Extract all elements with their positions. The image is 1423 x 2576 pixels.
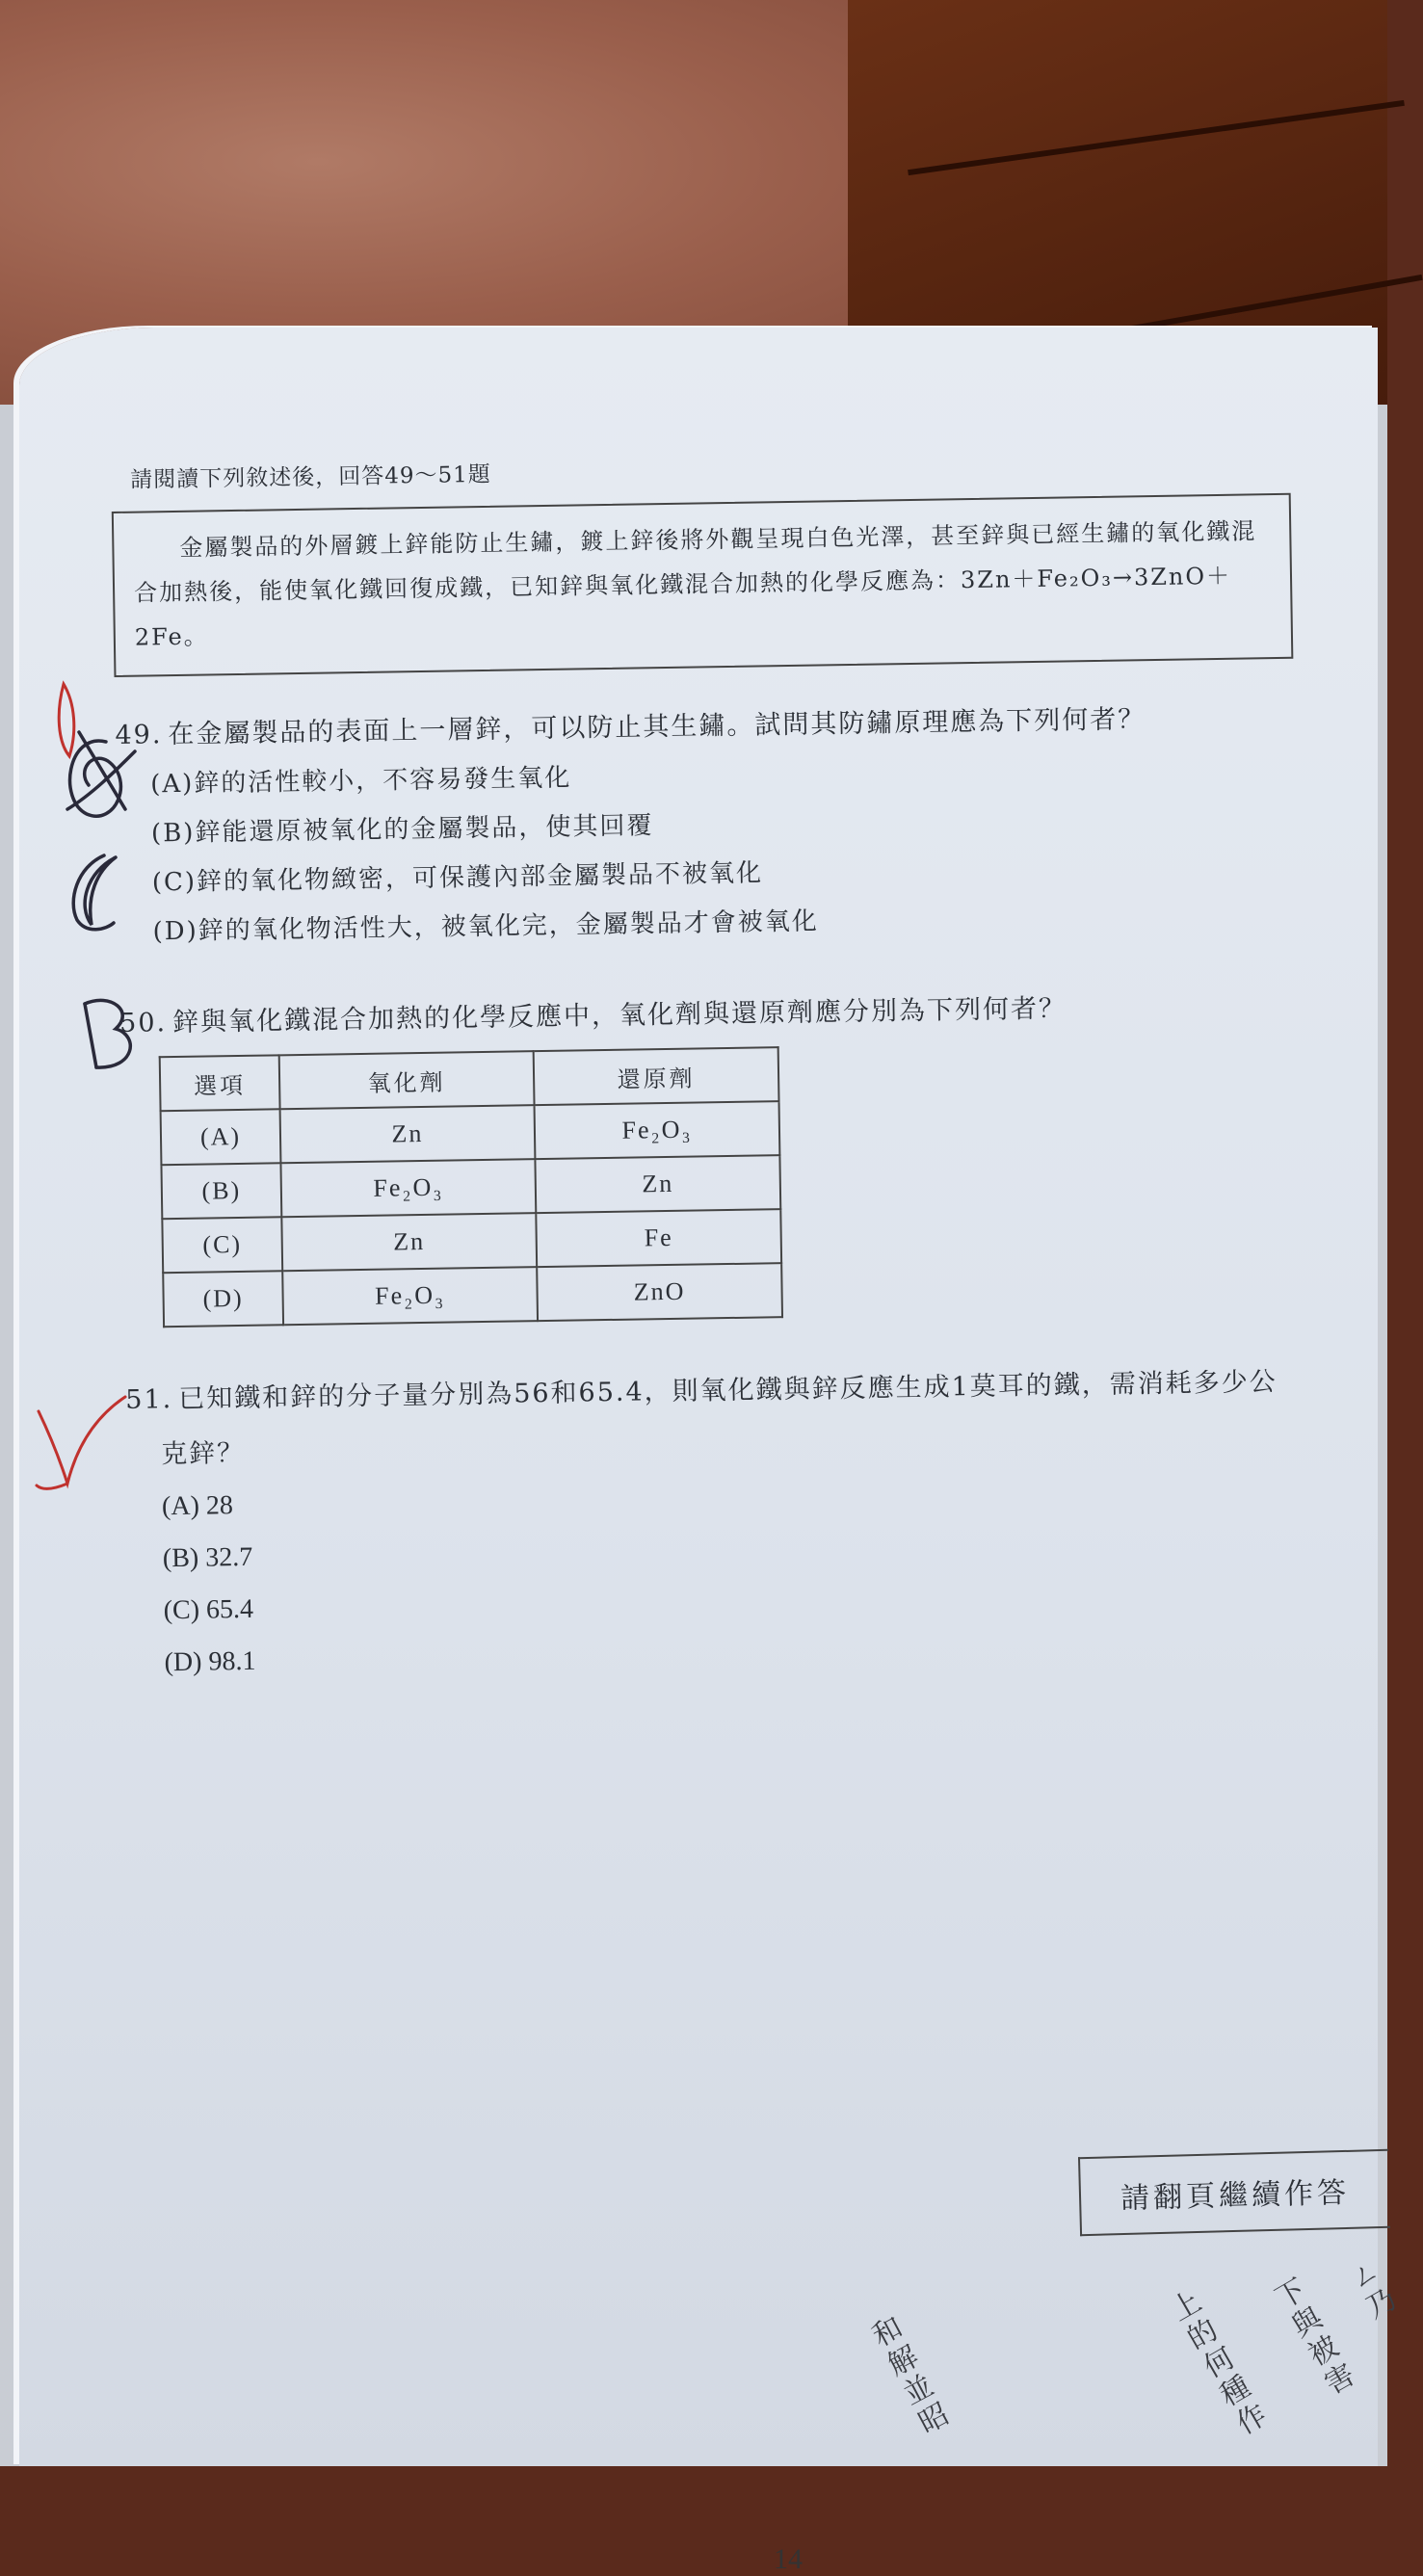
question-49-option-d: (D)鋅的氧化物活性大，被氧化完，金屬製品才會被氧化 — [152, 907, 819, 947]
table-cell: (B) — [161, 1163, 281, 1219]
exam-content — [111, 443, 1334, 1678]
table-cell: Fe — [536, 1209, 781, 1267]
next-page-bleed-text: ㄥ乃 — [1339, 2254, 1402, 2328]
table-header: 還原劑 — [534, 1047, 779, 1105]
question-49-option-a: (A)鋅的活性較小，不容易發生氧化 — [150, 763, 572, 800]
question-51-text: 已知鐵和鋅的分子量分別為56和65.4，則氧化鐵與鋅反應生成1莫耳的鐵，需消耗多少公 — [177, 1367, 1278, 1415]
reading-passage — [112, 493, 1294, 677]
table-header: 氧化劑 — [279, 1051, 535, 1109]
table-header-row — [160, 1047, 779, 1111]
table-cell: (D) — [163, 1271, 283, 1327]
table-cell: (A) — [161, 1109, 281, 1165]
question-51 — [125, 1359, 1334, 1679]
question-50 — [119, 983, 1329, 1328]
question-51-option-c: (C) 65.4 — [163, 1593, 254, 1626]
section-instruction: 請閱讀下列敘述後，回答49～51題 — [130, 461, 492, 493]
next-page-bleed-text: 和解並昭 — [862, 2311, 954, 2444]
next-page-bleed-text: 下與被害 — [1265, 2274, 1360, 2405]
table-row — [161, 1101, 780, 1165]
page-number: 14 — [774, 2543, 803, 2575]
question-51-option-b: (B) 32.7 — [162, 1541, 253, 1574]
passage-text: 金屬製品的外層鍍上鋅能防止生鏽，鍍上鋅後將外觀呈現白色光澤，甚至鋅與已經生鏽的氧化鐵混合加熱後，能使氧化鐵回復成鐵，已知鋅與氧化鐵混合加熱的化學反應為：3Zn＋Fe₂O₃→3ZnO＋2Fe。 — [133, 517, 1257, 651]
table-cell: Fe₂O₃ — [535, 1101, 780, 1159]
table-cell: (C) — [162, 1217, 282, 1273]
question-50-number: 50. — [119, 1008, 168, 1038]
table-header: 選項 — [160, 1055, 280, 1111]
table-cell: Zn — [280, 1105, 536, 1163]
question-49-number: 49. — [115, 720, 163, 750]
question-49 — [115, 695, 1323, 948]
table-row — [161, 1155, 780, 1219]
question-49-option-c: (C)鋅的氧化物緻密，可保護內部金屬製品不被氧化 — [151, 858, 764, 898]
question-51-option-a: (A) 28 — [161, 1490, 234, 1522]
table-cell: Fe₂O₃ — [280, 1159, 536, 1217]
turn-page-notice: 請翻頁繼續作答 — [1078, 2149, 1390, 2236]
question-51-number: 51. — [125, 1384, 173, 1415]
question-49-option-b: (B)鋅能還原被氧化的金屬製品，使其回覆 — [150, 811, 654, 849]
question-51-stem — [125, 1359, 1330, 1416]
table-row — [163, 1263, 782, 1327]
answer-table — [159, 1046, 783, 1327]
table-cell: Zn — [281, 1213, 537, 1271]
question-51-text-continued: 克鋅？ — [160, 1437, 246, 1470]
question-50-stem — [119, 983, 1324, 1039]
next-page-bleed-text: 上的何種作 — [1160, 2285, 1273, 2445]
table-cell: Zn — [535, 1155, 780, 1213]
question-49-stem — [115, 695, 1319, 751]
table-cell: ZnO — [537, 1263, 782, 1321]
table-cell: Fe₂O₃ — [282, 1267, 538, 1325]
question-50-text: 鋅與氧化鐵混合加熱的化學反應中，氧化劑與還原劑應分別為下列何者？ — [171, 993, 1067, 1038]
question-51-option-d: (D) 98.1 — [164, 1645, 256, 1678]
exam-page — [19, 328, 1378, 2575]
table-row — [162, 1209, 781, 1273]
question-49-text: 在金屬製品的表面上一層鋅，可以防止其生鏽。試問其防鏽原理應為下列何者？ — [168, 704, 1146, 750]
